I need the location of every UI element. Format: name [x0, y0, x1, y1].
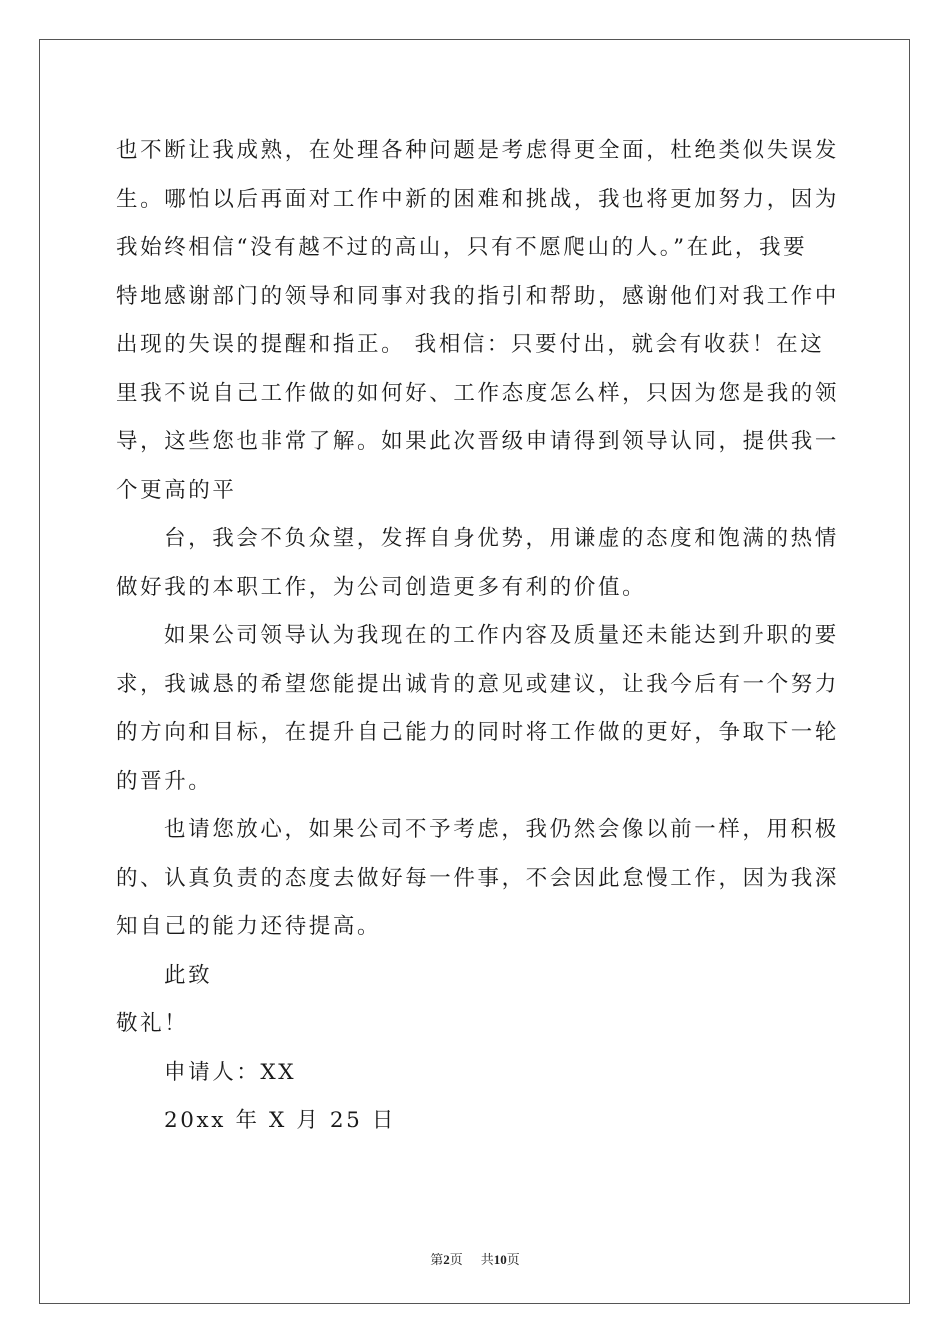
text-line: 也不断让我成熟，在处理各种问题是考虑得更全面，杜绝类似失误发	[116, 138, 840, 163]
text-line: 知自己的能力还待提高。	[116, 914, 382, 939]
closing-regards: 敬礼！	[116, 1011, 189, 1036]
page-label-prefix: 第	[430, 1253, 444, 1268]
text-line: 生。哪怕以后再面对工作中新的困难和挑战，我也将更加努力，因为	[116, 186, 840, 212]
text-line: 的方向和目标，在提升自己能力的同时将工作做的更好，争取下一轮	[116, 720, 840, 745]
letter-date: 20xx 年 X 月 25 日	[164, 1108, 396, 1133]
paragraph-start-line: 也请您放心，如果公司不予考虑，我仍然会像以前一样，用积极	[164, 817, 839, 842]
page-label-suffix: 页	[449, 1253, 463, 1268]
letter-body	[116, 127, 840, 1146]
text-line: 我始终相信“没有越不过的高山，只有不愿爬山的人。”在此，我要	[116, 235, 808, 260]
closing-salutation: 此致	[164, 962, 213, 988]
page-number: 2	[443, 1252, 450, 1267]
text-line: 出现的失误的提醒和指正。 我相信：只要付出，就会有收获！在这	[116, 332, 825, 357]
total-label-suffix: 页	[506, 1253, 520, 1268]
text-line: 里我不说自己工作做的如何好、工作态度怎么样，只因为您是我的领	[116, 380, 840, 406]
text-line: 的、认真负责的态度去做好每一件事，不会因此怠慢工作，因为我深	[116, 865, 840, 891]
paragraph-start-line: 如果公司领导认为我现在的工作内容及质量还未能达到升职的要	[164, 623, 839, 648]
text-line: 的晋升。	[116, 768, 213, 794]
text-line: 导，这些您也非常了解。如果此次晋级申请得到领导认同，提供我一	[116, 429, 840, 454]
text-line: 个更高的平	[116, 477, 237, 503]
page-footer	[0, 1249, 950, 1268]
paragraph-start-line: 台，我会不负众望，发挥自身优势，用谦虚的态度和饱满的热情	[164, 526, 839, 551]
total-pages: 10	[493, 1252, 507, 1267]
text-line: 做好我的本职工作，为公司创造更多有利的价值。	[116, 574, 647, 600]
applicant-signature: 申请人：XX	[164, 1059, 297, 1085]
text-line: 求，我诚恳的希望您能提出诚肯的意见或建议，让我今后有一个努力	[116, 671, 840, 697]
text-line: 特地感谢部门的领导和同事对我的指引和帮助，感谢他们对我工作中	[116, 283, 840, 309]
total-label-prefix: 共	[480, 1253, 494, 1268]
